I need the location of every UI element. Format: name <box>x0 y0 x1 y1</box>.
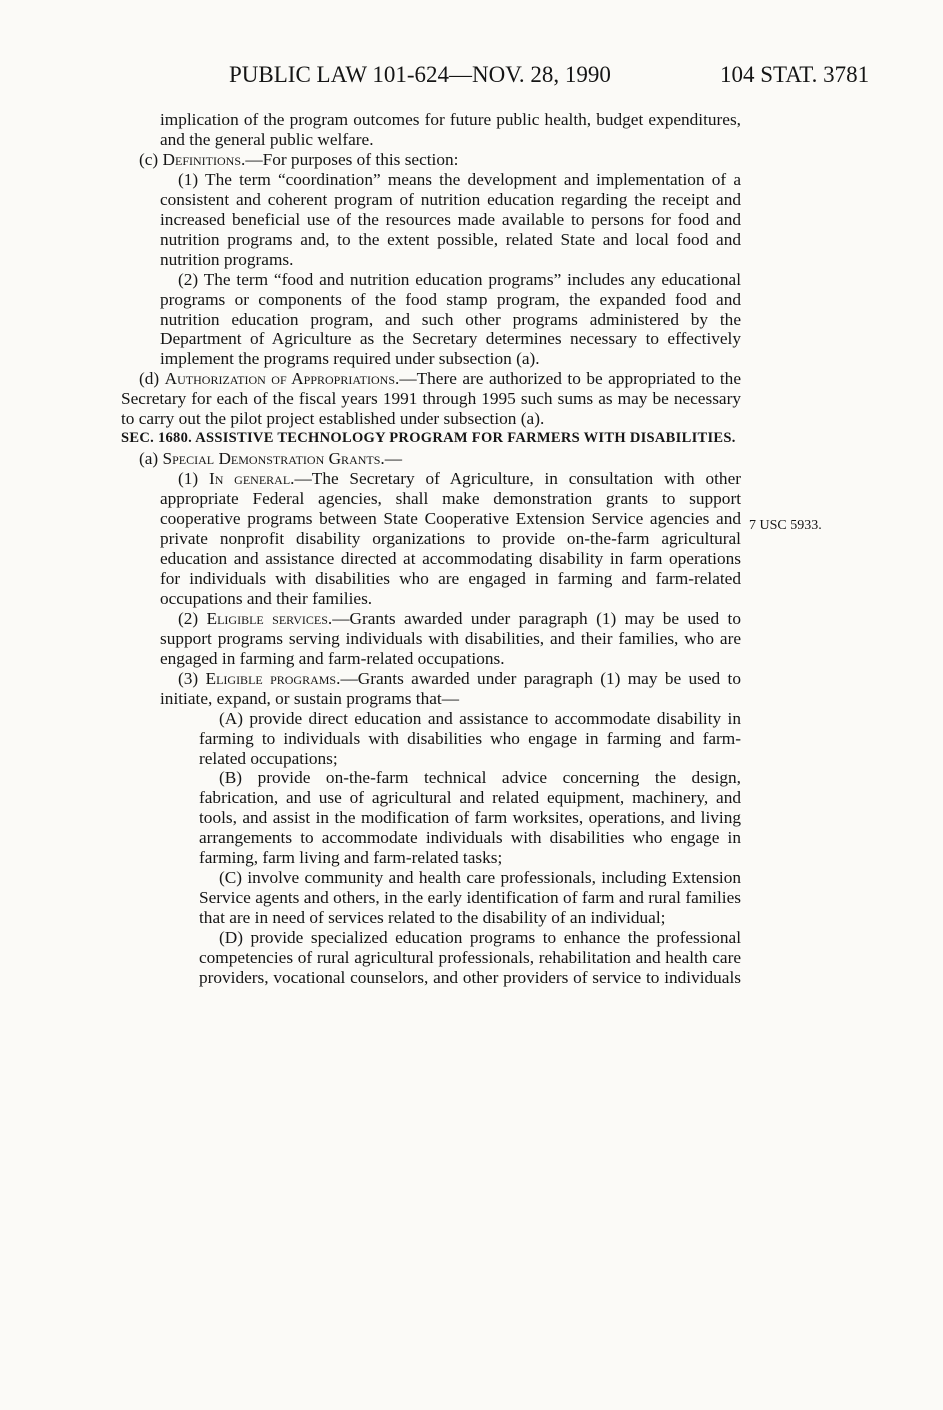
paragraph-a1 <box>121 469 741 609</box>
subparagraph-B: (B) provide on-the-farm technical advice concerning the design, fabrication, and use of agricultural and related equipment, machinery, and tools, and assist in the modification of farm worksites, operations, and living arrangements to accommodate individuals with disabilities who engage in farming, farm living and farm-related tasks; <box>199 768 741 868</box>
subsection-c <box>121 150 741 170</box>
subsection-d-text: .—There are authorized to be appropriated to the Secretary for each of the fiscal years 1991 through 1995 such sums as may be necessary to carry out the pilot project established under subsection (a). <box>121 369 741 429</box>
page-header <box>0 62 943 92</box>
paragraph-a3-label: (3) <box>178 668 206 688</box>
subsection-d-label: (d) <box>139 369 165 389</box>
section-heading: SEC. 1680. ASSISTIVE TECHNOLOGY PROGRAM FOR FARMERS WITH DISABILITIES. <box>121 430 736 447</box>
document-body <box>121 110 741 988</box>
paragraph-a3-text: .—Grants awarded under paragraph (1) may be used to initiate, expand, or sustain programs that— <box>160 668 741 708</box>
subsection-a <box>121 449 741 469</box>
subsection-a-text: .— <box>380 449 403 469</box>
subsection-d <box>121 369 741 429</box>
paragraph-a3 <box>121 669 741 709</box>
paragraph-a2-heading: Eligible services <box>206 608 328 628</box>
statute-page-number: 104 STAT. 3781 <box>720 62 870 87</box>
subsection-c-text: .—For purposes of this section: <box>241 149 459 169</box>
subparagraph-A: (A) provide direct education and assistance to accommodate disability in farming to individuals with disabilities who engage in farming and farm-related occupations; <box>199 708 741 768</box>
subsection-a-label: (a) <box>139 449 163 469</box>
subsection-c-label: (c) <box>139 149 163 169</box>
paragraph-a1-heading: In general <box>208 469 291 489</box>
subparagraph-C: (C) involve community and health care professionals, including Extension Service agents and others, in the early identification of farm and rural families that are in need of services related to the disability of an individual; <box>199 868 741 928</box>
subsection-c-heading: Definitions <box>162 149 241 169</box>
paragraph-c1: (1) The term “coordination” means the development and implementation of a consistent and coherent program of nutrition education regarding the receipt and increased beneficial use of the resources made available to persons for food and nutrition programs and, to the extent possible, related State and local food and nutrition programs. <box>160 169 741 269</box>
public-law-title: PUBLIC LAW 101-624—NOV. 28, 1990 <box>229 62 611 87</box>
paragraph-a1-label: (1) <box>178 469 209 489</box>
paragraph-a3-heading: Eligible programs <box>205 668 337 688</box>
usc-margin-citation: 7 USC 5933. <box>749 518 822 533</box>
subparagraph-D: (D) provide specialized education programs to enhance the professional competencies of rural agricultural professionals, rehabilitation and health care providers, vocational counselors, and other providers of service to individuals <box>199 928 741 987</box>
paragraph-continuation: implication of the program outcomes for future public health, budget expenditures, and the general public welfare. <box>160 110 741 149</box>
paragraph-a1-text: .—The Secretary of Agriculture, in consultation with other appropriate Federal agencies, shall make demonstration grants to support cooperative programs between State Cooperative Extension Service agencies and private nonprofit disability organizations to provide on-the-farm agricultural education and assistance directed at accommodating disability in farm operations for individuals with disabilities who are engaged in farming and farm-related occupations and their families. <box>160 469 741 608</box>
paragraph-a2-text: .—Grants awarded under paragraph (1) may be used to support programs serving individuals with disabilities, and their families, who are engaged in farming and farm-related occupations. <box>160 608 741 668</box>
subsection-d-heading: Authorization of Appropriations <box>164 369 395 389</box>
paragraph-a2-label: (2) <box>178 608 207 628</box>
subsection-a-heading: Special Demonstration Grants <box>162 449 381 469</box>
paragraph-a2 <box>121 609 741 669</box>
paragraph-c2: (2) The term “food and nutrition education programs” includes any educational programs or components of the food stamp program, the expanded food and nutrition education program, and such other programs administered by the Department of Agriculture as the Secretary determines necessary to effectively implement the programs required under subsection (a). <box>160 269 741 369</box>
